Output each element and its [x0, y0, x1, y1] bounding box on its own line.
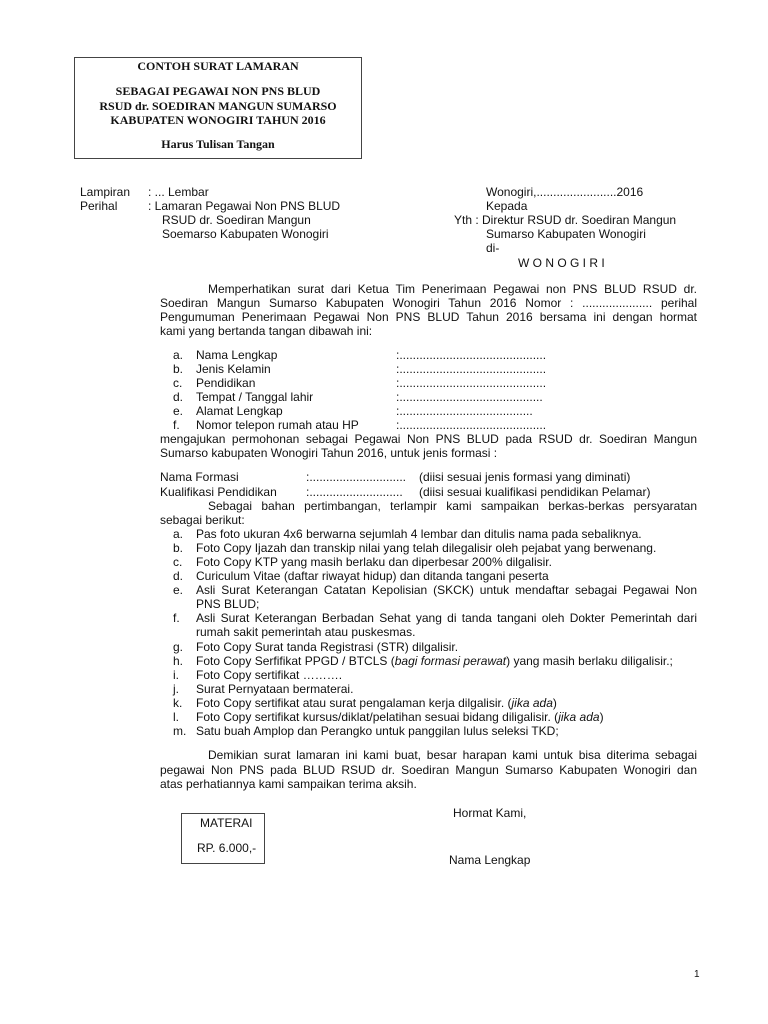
- signature-name: Nama Lengkap: [449, 853, 531, 867]
- attachment-letter: i.: [173, 668, 179, 682]
- formasi-label: Nama Formasi: [160, 470, 239, 484]
- attachment-letter: a.: [173, 527, 184, 541]
- perihal-line-3: Soemarso Kabupaten Wonogiri: [162, 227, 329, 241]
- identity-field-telepon: :............................................: [396, 418, 547, 432]
- apply-line-1: mengajukan permohonan sebagai Pegawai Non PNS BLUD pada RSUD dr. Soediran Mangun: [160, 432, 697, 446]
- kualifikasi-field: :............................: [306, 485, 403, 499]
- title-line-3: RSUD dr. SOEDIRAN MANGUN SUMARSO: [99, 99, 337, 113]
- attachment-item-cont: rumah sakit pemerintah atau puskesmas.: [196, 625, 416, 639]
- intro-line-2: Soediran Mangun Sumarso Kabupaten Wonogiri Tahun 2016 Nomor : ..................... perihal: [160, 296, 697, 310]
- perihal-line-1: : Lamaran Pegawai Non PNS BLUD: [148, 199, 341, 213]
- attachment-letter: h.: [173, 654, 184, 668]
- attachment-item: [196, 696, 557, 710]
- formasi-note: (diisi sesuai jenis formasi yang diminati): [419, 470, 631, 484]
- kualifikasi-note: (diisi sesuai kualifikasi pendidikan Pelamar): [419, 485, 651, 499]
- attachment-item: Asli Surat Keterangan Berbadan Sehat yang di tanda tangani oleh Dokter Pemerintah dari: [196, 611, 697, 625]
- attachment-letter: k.: [173, 696, 183, 710]
- attachment-letter: d.: [173, 569, 184, 583]
- formasi-field: :.............................: [306, 470, 407, 484]
- page-number: 1: [694, 969, 700, 980]
- identity-letter: f.: [173, 418, 180, 432]
- intro-line-1: Memperhatikan surat dari Ketua Tim Penerimaan Pegawai non PNS BLUD RSUD dr.: [208, 282, 697, 296]
- kualifikasi-label: Kualifikasi Pendidikan: [160, 485, 277, 499]
- attachment-text: Foto Copy sertifikat kursus/diklat/pelatihan sesuai bidang diligalisir. (: [196, 710, 559, 724]
- attachment-item: Foto Copy KTP yang masih berlaku dan diperbesar 200% dilgalisir.: [196, 555, 552, 569]
- perihal-line-2: RSUD dr. Soediran Mangun: [162, 213, 311, 227]
- attachment-letter: j.: [173, 682, 179, 696]
- identity-letter: a.: [173, 348, 184, 362]
- identity-field-ttl: :...........................................: [396, 390, 543, 404]
- materai-label: MATERAI: [200, 816, 253, 830]
- identity-letter: d.: [173, 390, 184, 404]
- materai-box: [181, 813, 265, 864]
- signature-greeting: Hormat Kami,: [453, 806, 527, 820]
- attachment-italic-note: jika ada: [558, 710, 600, 724]
- attachment-text-after: ): [599, 710, 604, 724]
- materai-value: RP. 6.000,-: [197, 841, 257, 855]
- identity-field-pendidikan: :............................................: [396, 376, 547, 390]
- identity-label-telepon: Nomor telepon rumah atau HP: [196, 418, 359, 432]
- attachment-item: Satu buah Amplop dan Perangko untuk panggilan lulus seleksi TKD;: [196, 724, 559, 738]
- attachment-text-after: ) yang masih berlaku diligalisir.;: [506, 654, 673, 668]
- attachment-item-cont: PNS BLUD;: [196, 597, 260, 611]
- attachment-item: [196, 654, 673, 668]
- attachment-item: Pas foto ukuran 4x6 berwarna sejumlah 4 lembar dan ditulis nama pada sebaliknya.: [196, 527, 642, 541]
- apply-line-2: Sumarso kabupaten Wonogiri Tahun 2016, untuk jenis formasi :: [160, 446, 498, 460]
- title-line-4: KABUPATEN WONOGIRI TAHUN 2016: [110, 113, 326, 127]
- attachment-italic-note: jika ada: [511, 696, 553, 710]
- identity-field-alamat: :........................................: [396, 404, 533, 418]
- intro-line-4: kami yang bertanda tangan dibawah ini:: [160, 324, 373, 338]
- attachment-text-after: ): [552, 696, 557, 710]
- attachment-item: Foto Copy sertifikat ……….: [196, 668, 343, 682]
- kepada: Kepada: [486, 199, 528, 213]
- lampiran-value: : ... Lembar: [148, 185, 209, 199]
- place-date: Wonogiri,........................2016: [486, 185, 644, 199]
- lampiran-label: Lampiran: [80, 185, 131, 199]
- attach-line-2: sebagai berikut:: [160, 513, 245, 527]
- identity-letter: c.: [173, 376, 183, 390]
- attachment-letter: g.: [173, 640, 184, 654]
- closing-line-1: Demikian surat lamaran ini kami buat, besar harapan kami untuk bisa diterima sebagai: [208, 748, 697, 762]
- identity-field-nama: :............................................: [396, 348, 547, 362]
- attachment-item: Asli Surat Keterangan Catatan Kepolisian (SKCK) untuk mendaftar sebagai Pegawai Non: [196, 583, 697, 597]
- recipient-yth: Yth : Direktur RSUD dr. Soediran Mangun: [454, 213, 677, 227]
- recipient-di: di-: [486, 241, 500, 255]
- identity-label-pendidikan: Pendidikan: [196, 376, 256, 390]
- title-line-2: SEBAGAI PEGAWAI NON PNS BLUD: [115, 84, 321, 98]
- attach-line-1: Sebagai bahan pertimbangan, terlampir kami sampaikan berkas-berkas persyaratan: [208, 499, 697, 513]
- title-line-1: CONTOH SURAT LAMARAN: [137, 59, 299, 73]
- intro-line-3: Pengumuman Penerimaan Pegawai Non PNS BLUD Tahun 2016 bersama ini dengan hormat: [160, 310, 697, 324]
- attachment-letter: b.: [173, 541, 184, 555]
- identity-label-nama: Nama Lengkap: [196, 348, 278, 362]
- identity-label-alamat: Alamat Lengkap: [196, 404, 283, 418]
- perihal-label: Perihal: [80, 199, 118, 213]
- attachment-letter: f.: [173, 611, 180, 625]
- attachment-item: Foto Copy Surat tanda Registrasi (STR) dilgalisir.: [196, 640, 459, 654]
- attachment-italic-note: bagi formasi perawat: [394, 654, 507, 668]
- attachment-letter: l.: [173, 710, 179, 724]
- title-box: [74, 57, 362, 159]
- attachment-letter: c.: [173, 555, 183, 569]
- attachment-item: Foto Copy Ijazah dan transkip nilai yang telah dilegalisir oleh pejabat yang berwenang.: [196, 541, 657, 555]
- attachment-item: [196, 710, 604, 724]
- identity-letter: b.: [173, 362, 184, 376]
- attachment-text: Foto Copy Serfifikat PPGD / BTCLS (: [196, 654, 395, 668]
- attachment-letter: m.: [173, 724, 187, 738]
- attachment-item: Surat Pernyataan bermaterai.: [196, 682, 354, 696]
- recipient-line-2: Sumarso Kabupaten Wonogiri: [486, 227, 646, 241]
- attachment-text: Foto Copy sertifikat atau surat pengalaman kerja dilgalisir. (: [196, 696, 512, 710]
- identity-field-jenis-kelamin: :............................................: [396, 362, 547, 376]
- handwriting-note: Harus Tulisan Tangan: [161, 137, 275, 151]
- attachment-letter: e.: [173, 583, 184, 597]
- closing-line-2: pegawai Non PNS pada BLUD RSUD dr. Soediran Mangun Sumarso Kabupaten Wonogiri dan: [160, 763, 697, 777]
- attachment-item: Curiculum Vitae (daftar riwayat hidup) dan ditanda tangani peserta: [196, 569, 549, 583]
- closing-line-3: atas perhatiannya kami sampaikan terima aksih.: [160, 777, 417, 791]
- recipient-city: W O N O G I R I: [518, 256, 605, 270]
- identity-label-jenis-kelamin: Jenis Kelamin: [196, 362, 271, 376]
- identity-letter: e.: [173, 404, 184, 418]
- identity-label-ttl: Tempat / Tanggal lahir: [196, 390, 314, 404]
